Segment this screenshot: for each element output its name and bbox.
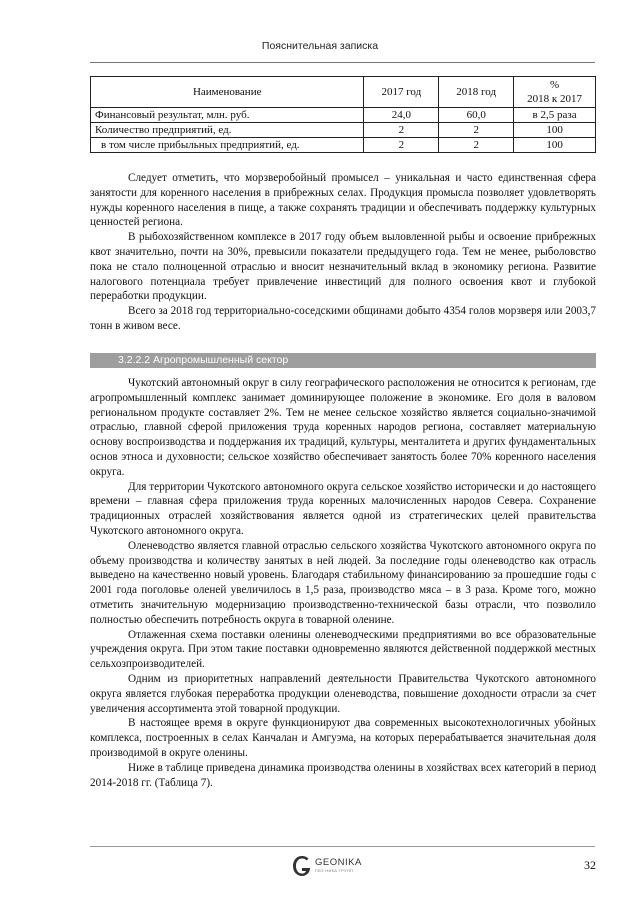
paragraph: В настоящее время в округе функционируют два современных высокотехнологичных убойных комплекса, построенных в селах Канчалан и Амгуэма, на которых перерабатывается значительная доля производимой в округе оленины. <box>90 717 596 759</box>
financial-table <box>90 76 596 153</box>
table-cell: 24,0 <box>364 108 439 123</box>
table-row <box>91 138 596 153</box>
paragraph: В рыбохозяйственном комплексе в 2017 году объем выловленной рыбы и освоение прибрежных квот значительно, почти на 30%, превысили показатели предыдущего года. Тем не менее, рыболовство пока не стало полноценной отраслью и вносит незначительный вклад в экономику региона. Развитие налогового потенциала требует привлечение инвестиций для полного освоения квот и глубокой переработки продукции. <box>90 231 596 303</box>
page-header: Пояснительная записка <box>261 40 379 52</box>
paragraph: Чукотский автономный округ в силу географического расположения не относится к регионам, где агропромышленный комплекс занимает доминирующее положение в экономике. Его доля в валовом региональном продукте составляет 2%. Тем не менее сельское хозяйство является социально-значимой отраслью, главной сферой приложения труда коренных народов региона, составляет материальную основу воспроизводства и поддержания их традиций, культуры, менталитета и других фундаментальных основ этноса и духовности; сельское хозяйство обеспечивает занятость более 70% коренного населения округа. <box>90 377 596 478</box>
text-block-top <box>90 171 596 334</box>
table-row <box>91 108 596 123</box>
table-cell: 2 <box>439 138 514 153</box>
table-cell: 100 <box>514 138 596 153</box>
percent-sign: % <box>549 79 560 91</box>
table-cell: 2 <box>439 123 514 138</box>
table-cell: в 2,5 раза <box>514 108 596 123</box>
geonika-logo-icon <box>292 854 312 878</box>
table-cell: 60,0 <box>439 108 514 123</box>
table-cell: Количество предприятий, ед. <box>91 123 364 138</box>
table-row <box>91 123 596 138</box>
paragraph: Следует отметить, что морзверобойный промысел – уникальная и часто единственная сфера занятости для коренного населения в прибрежных селах. Продукция промысла позволяет удовлетворять нужды коренного населения в пище, а также сохранять традиции и обеспечивать поддержку культурных ценностей региона. <box>90 172 596 229</box>
paragraph: Ниже в таблице приведена динамика производства оленины в хозяйствах всех категорий в период 2014-2018 гг. (Таблица 7). <box>90 761 596 789</box>
table-cell: Финансовый результат, млн. руб. <box>91 108 364 123</box>
percent-label: 2018 к 2017 <box>527 93 582 105</box>
geonika-logo <box>292 853 362 879</box>
logo-name: GEONIKA <box>315 857 362 868</box>
paragraph: Одним из приоритетных направлений деятельности Правительства Чукотского автономного округа является глубокая переработка продукции оленеводства, повышение доходности отрасли за счет увеличения ассортимента этой товарной продукции. <box>90 672 596 715</box>
table-header-cell <box>514 77 596 108</box>
paragraph: Оленеводство является главной отраслью сельского хозяйства Чукотского автономного округа по объему производства и количеству занятых в ней людей. За последние годы оленеводство как отрасль выведено на качественно новый уровень. Благодаря стабильному финансированию за прошедшие годы с 2001 года поголовье оленей увеличилось в 1,5 раза, производство мяса – в 3 раза. Кроме того, можно отметить значительную модернизацию производственно-технической базы отрасли, что позволило полностью обеспечить потребность округа в товарной оленине. <box>90 539 596 626</box>
table-header-row <box>91 77 596 108</box>
table-cell: 100 <box>514 123 596 138</box>
table-header-cell: Наименование <box>91 77 364 108</box>
paragraph: Всего за 2018 год территориально-соседскими общинами добыто 4354 голов морзверя или 2003,7 тонн в живом весе. <box>90 305 596 332</box>
table-cell: в том числе прибыльных предприятий, ед. <box>91 138 364 153</box>
table-cell: 2 <box>364 138 439 153</box>
page-number: 32 <box>584 858 596 872</box>
table-header-cell: 2017 год <box>364 77 439 108</box>
footer-divider <box>90 846 595 847</box>
paragraph: Отлаженная схема поставки оленины оленеводческими предприятиями во все образовательные учреждения округа. При этом такие поставки одновременно являются действенной поддержкой местных сельхозпроизводителей. <box>90 628 596 671</box>
logo-tagline: ГЕО НИКА ГРУПП <box>315 868 354 873</box>
text-block-bottom <box>90 376 596 790</box>
section-heading: 3.2.2.2 Агропромышленный сектор <box>90 353 596 368</box>
paragraph: Для территории Чукотского автономного округа сельское хозяйство исторически и до настоящего времени – главная сфера приложения труда коренных малочисленных народов Севера. Сохранение традиционных отраслей хозяйствования является одной из стратегических целей правительства Чукотского автономного округа. <box>90 480 596 537</box>
table-header-cell: 2018 год <box>439 77 514 108</box>
header-divider <box>90 62 595 63</box>
table-cell: 2 <box>364 123 439 138</box>
